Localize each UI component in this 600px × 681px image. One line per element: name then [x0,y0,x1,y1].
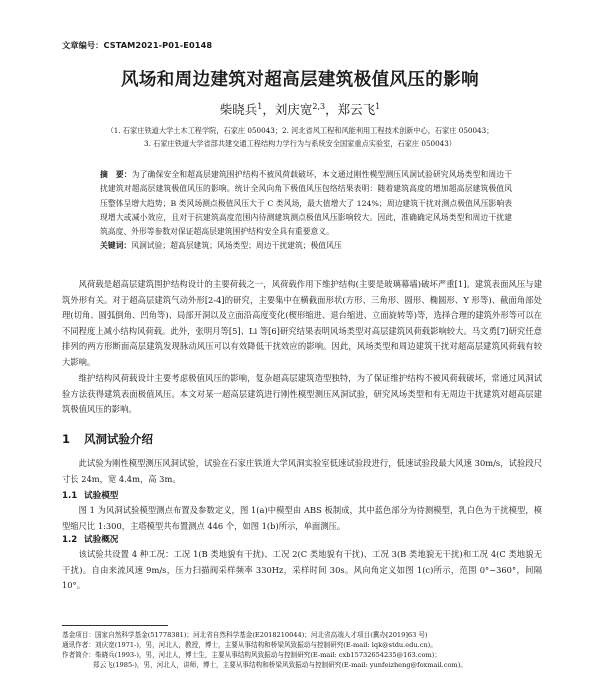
footnote-author-bio [62,661,552,671]
footnote-funding [62,631,552,641]
abstract-label: 摘 要： [100,170,132,179]
abstract [100,168,512,239]
abstract-text: 为了确保安全和超高层建筑围护结构不被风荷载破坏，本文通过刚性模型测压风洞试验研究风场类型和周边干扰建筑对超高层建筑极值风压的影响。统计全风向角下极值风压包络结果表明：随着建筑高度的增加超高层建筑极值风压整体呈增大趋势；B 类风场测点极值风压大于 C 类风场，最大值增大了 124%；周边建筑干扰对测点极值风压影响表现增大或减小效应，且对于抗建筑高度范围内待测建筑测点极值风压影响较大。因此，准确确定风场类型和周边干扰建筑高度、外形等参数对保证超高层建筑围护结构安全具有重要意义。 [100,170,512,237]
footnote-text: 刘庆宽(1971-)，男，河北人，教授，博士，主要从事结构和桥梁风致振动与控制研究(E-mail: lqk@stdu.edu.cn)。 [94,641,437,649]
subsection-heading [62,489,118,501]
subsection-number: 1.2 [62,535,78,545]
author-affiliation-mark: 1 [257,101,263,111]
footnote-label: 通讯作者： [62,641,95,649]
author-name: 刘庆宽 [274,102,313,117]
subsection-title: 试验模型 [84,491,119,501]
keywords-text: 风洞试验；超高层建筑；风场类型；周边干扰建筑；极值风压 [131,241,342,250]
footnote-label: 基金项目： [62,631,95,639]
affiliation-line: 3. 石家庄铁道大学省部共建交通工程结构力学行为与系统安全国家重点实验室，石家庄 050043） [144,139,456,148]
section-number: 1 [62,432,71,446]
subsection-paragraph: 该试验共设置 4 种工况：工况 1(B 类地貌有干扰)、工况 2(C 类地貌有干扰)、工况 3(B 类地貌无干扰)和工况 4(C 类地貌无干扰)。自由来流风速 9m/s，压力扫描阀采样频率 330Hz，采样时间 30s。风向角定义如图 1(c)所示，范围 0°~360°，间隔 10°。 [62,549,542,591]
footnote-divider [62,625,168,626]
subsection-paragraph: 图 1 为风洞试验模型测点布置及参数定义，图 1(a)中模型由 ABS 板制成，其中蓝色部分为待测模型，乳白色为干扰模型，模型缩尺比 1:300，主塔模型共布置测点 446 个，如图 1(b)所示，单面测压。 [62,505,542,531]
section-paragraph: 此试验为刚性模型测压风洞试验，试验在石家庄铁道大学风洞实验室低速试验段进行，低速试验段最大风速 30m/s，试验段尺寸长 24m，宽 4.4m，高 3m。 [62,458,542,484]
author-name: 郑云飞 [337,102,376,117]
intro-paragraph: 风荷载是超高层建筑围护结构设计的主要荷载之一，风荷载作用下维护结构(主要是玻璃幕墙)破坏严重[1]。建筑表面风压与建筑外形有关。对于超高层建筑气动外形[2-4]的研究，主要集中在横截面形状(方形、三角形、圆形、椭圆形、Y 形等)、截面角部处理(切角、圆弧倒角、凹角等)、局部开洞以及立面沿高度变化(楔形缩进、退台缩进、立面旋转等)等，选择合理的建筑外形等可以在不同程度上减小结构风荷载。此外，张明月等[5]、Li 等[6]研究结果表明风场类型对高层建筑风荷载影响较大。马文勇[7]研究任意排列的两方形断面高层建筑发现脉动风压可以有效降低干扰效应的影响。因此，风场类型和周边建筑干扰对超高层建筑风荷载有较大影响。 [62,279,542,367]
subsection-heading [62,533,118,545]
intro-paragraph: 维护结构风荷载设计主要考虑极值风压的影响，复杂超高层建筑造型独特，为了保证维护结构不被风荷载破坏，常通过风洞试验方法获得建筑表面极值风压。本文对某一超高层建筑进行刚性模型测压风洞试验，研究风场类型和有无周边干扰建筑对超高层建筑极值风压的影响。 [62,373,542,415]
affiliation-line: （1. 石家庄铁道大学土木工程学院，石家庄 050043；2. 河北省风工程和风能利用工程技术创新中心，石家庄 050043； [106,126,494,135]
footnote-author-bio [62,651,552,661]
footnote-corresponding [62,641,552,651]
document-number: 文章编号：CSTAM2021-P01-E0148 [62,40,213,50]
paper-title: 风场和周边建筑对超高层建筑极值风压的影响 [121,70,479,90]
footnote-text: 国家自然科学基金(51778381)；河北省自然科学基金(E2018210044)；河北省高端人才项目(冀办[2019]63 号) [94,631,428,639]
keywords [100,240,512,251]
keywords-label: 关键词： [100,241,132,250]
author-affiliation-mark: 1 [375,101,381,111]
author-affiliation-mark: 2,3 [312,101,326,111]
footnote-text: 郑云飞(1985-)，男，河北人，讲师，博士，主要从事结构和桥梁风致振动与控制研究(E-mail: yunfeizheng@foxmail.com)。 [93,661,467,669]
footnote-text: 柴晓兵(1993-)，男，河北人，博士生，主要从事结构风致振动与控制研究(E-mail: cxb15732654235@163.com)； [94,651,441,659]
author-separator: ， [262,102,275,117]
subsection-title: 试验概况 [84,535,119,545]
subsection-number: 1.1 [62,491,78,501]
section-title: 风洞试验介绍 [84,432,153,446]
footnote-label: 作者简介： [62,651,95,659]
author-separator: ， [325,102,338,117]
section-heading [62,431,153,447]
author-list [0,100,600,118]
author-name: 柴晓兵 [219,102,258,117]
